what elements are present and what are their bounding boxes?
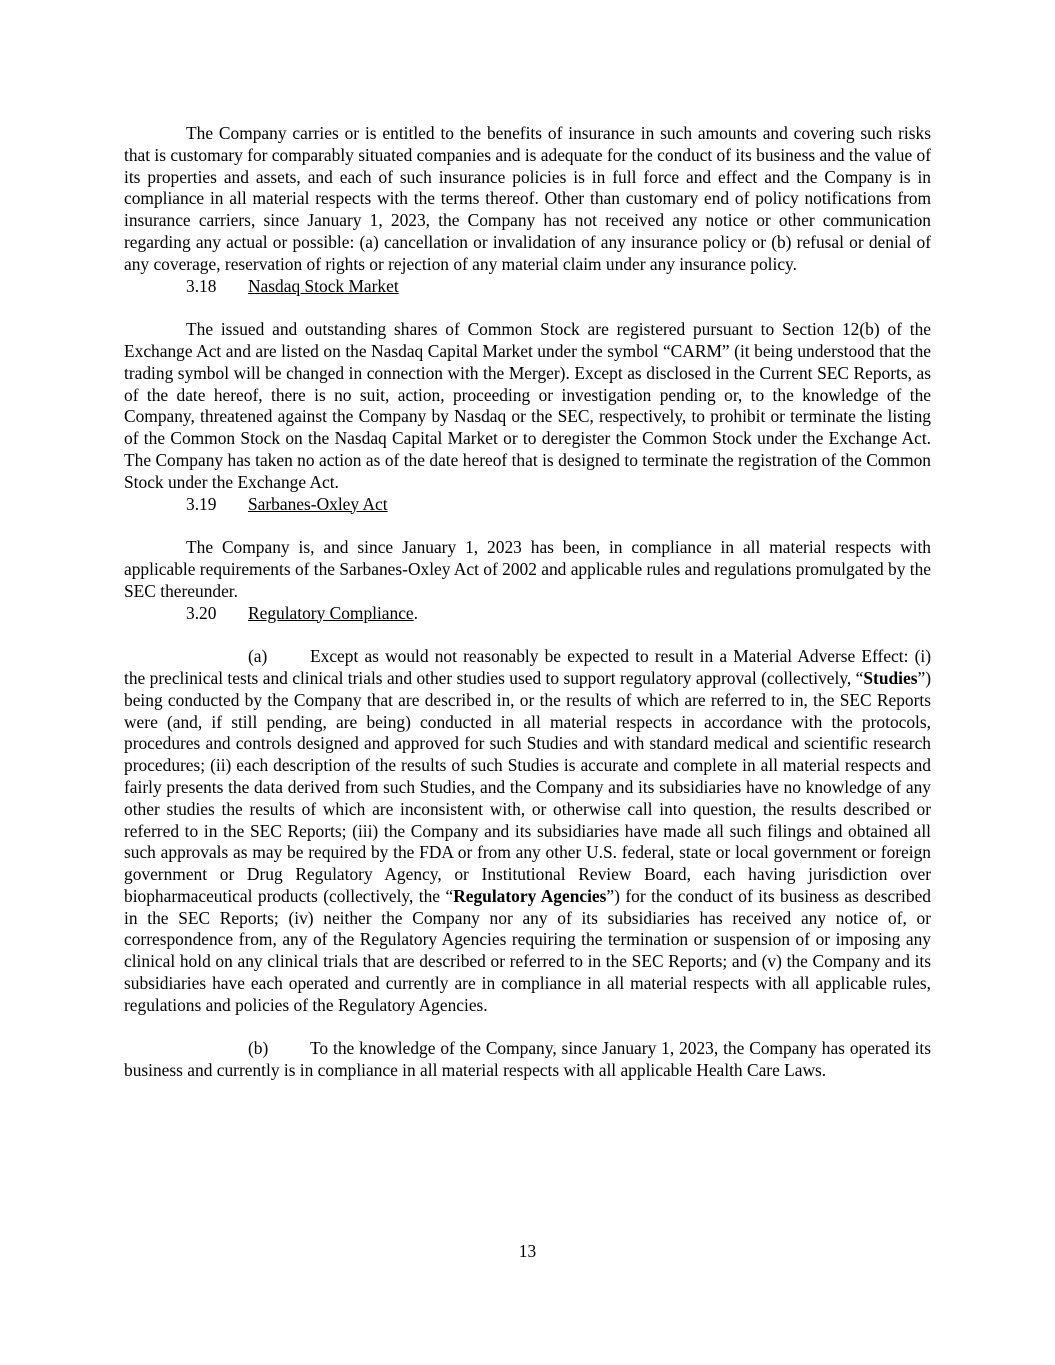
- section-title-suffix: .: [413, 602, 419, 623]
- section-number: 3.18: [186, 275, 217, 296]
- nasdaq-paragraph: The issued and outstanding shares of Common Stock are registered pursuant to Section 12(b) of the Exchange Act and are listed on the Nasdaq Capital Market under the symbol “CARM” (it being understood that the trading symbol will be changed in connection with the Merger). Except as disclosed in the Current SEC Reports, as of the date hereof, there is no suit, action, proceeding or investigation pending or, to the knowledge of the Company, threatened against the Company by Nasdaq or the SEC, respectively, to prohibit or terminate the listing of the Common Stock on the Nasdaq Capital Market or to deregister the Common Stock under the Exchange Act. The Company has taken no action as of the date hereof that is designed to terminate the registration of the Common Stock under the Exchange Act.: [124, 319, 931, 492]
- section-heading-3-19: [124, 494, 931, 516]
- defined-term-regulatory-agencies: Regulatory Agencies: [453, 885, 607, 906]
- sarbanes-oxley-paragraph: The Company is, and since January 1, 2023 has been, in compliance in all material respects with applicable requirements of the Sarbanes-Oxley Act of 2002 and applicable rules and regulations promulgated by the SEC thereunder.: [124, 537, 931, 601]
- section-heading-3-18: [124, 276, 931, 298]
- subsection-label: (a): [248, 646, 268, 667]
- regulatory-a-text-2: ”) being conducted by the Company that are described in, or the results of which are referred to in, the SEC Reports were (and, if still pending, are being) conducted in all material respects in accordance with the protocols, procedures and controls designed and approved for such Studies and with standard medical and scientific research procedures; (ii) each description of the results of such Studies is accurate and complete in all material respects and fairly presents the data derived from such Studies, and the Company and its subsidiaries have no knowledge of any other studies the results of which are inconsistent with, or otherwise call into question, the results described or referred to in the SEC Reports; (iii) the Company and its subsidiaries have made all such filings and obtained all such approvals as may be required by the FDA or from any other U.S. federal, state or local government or foreign government or Drug Regulatory Agency, or Institutional Review Board, each having jurisdiction over biopharmaceutical products (collectively, the “: [124, 667, 931, 906]
- regulatory-a-text-3: ”) for the conduct of its business as described in the SEC Reports; (iv) neither the Company nor any of its subsidiaries has received any notice of, or correspondence from, any of the Regulatory Agencies requiring the termination or suspension of or imposing any clinical hold on any clinical trials that are described or referred to in the SEC Reports; and (v) the Company and its subsidiaries have each operated and currently are in compliance in all material respects with all applicable rules, regulations and policies of the Regulatory Agencies.: [124, 885, 931, 1015]
- subsection-label: (b): [248, 1038, 269, 1059]
- document-page: [124, 123, 931, 1082]
- regulatory-paragraph-a: [124, 646, 931, 1017]
- section-number: 3.20: [186, 602, 217, 623]
- section-title: Regulatory Compliance: [248, 602, 414, 623]
- regulatory-b-text: To the knowledge of the Company, since January 1, 2023, the Company has operated its business and currently is in compliance in all material respects with all applicable Health Care Laws.: [124, 1038, 931, 1081]
- page-number: 13: [518, 1241, 537, 1261]
- section-number: 3.19: [186, 493, 217, 514]
- section-title: Nasdaq Stock Market: [248, 275, 399, 296]
- defined-term-studies: Studies: [863, 667, 918, 688]
- insurance-paragraph: The Company carries or is entitled to the benefits of insurance in such amounts and covering such risks that is customary for comparably situated companies and is adequate for the conduct of its business and the value of its properties and assets, and each of such insurance policies is in full force and effect and the Company is in compliance in all material respects with the terms thereof. Other than customary end of policy notifications from insurance carriers, since January 1, 2023, the Company has not received any notice or other communication regarding any actual or possible: (a) cancellation or invalidation of any insurance policy or (b) refusal or denial of any coverage, reservation of rights or rejection of any material claim under any insurance policy.: [124, 123, 931, 274]
- section-heading-3-20: [124, 603, 931, 625]
- section-title: Sarbanes-Oxley Act: [248, 493, 388, 514]
- regulatory-a-text-1: Except as would not reasonably be expected to result in a Material Adverse Effect: (i) the preclinical tests and clinical trials and other studies used to support regulatory approval (collectively, “: [124, 646, 931, 688]
- regulatory-paragraph-b: [124, 1038, 931, 1082]
